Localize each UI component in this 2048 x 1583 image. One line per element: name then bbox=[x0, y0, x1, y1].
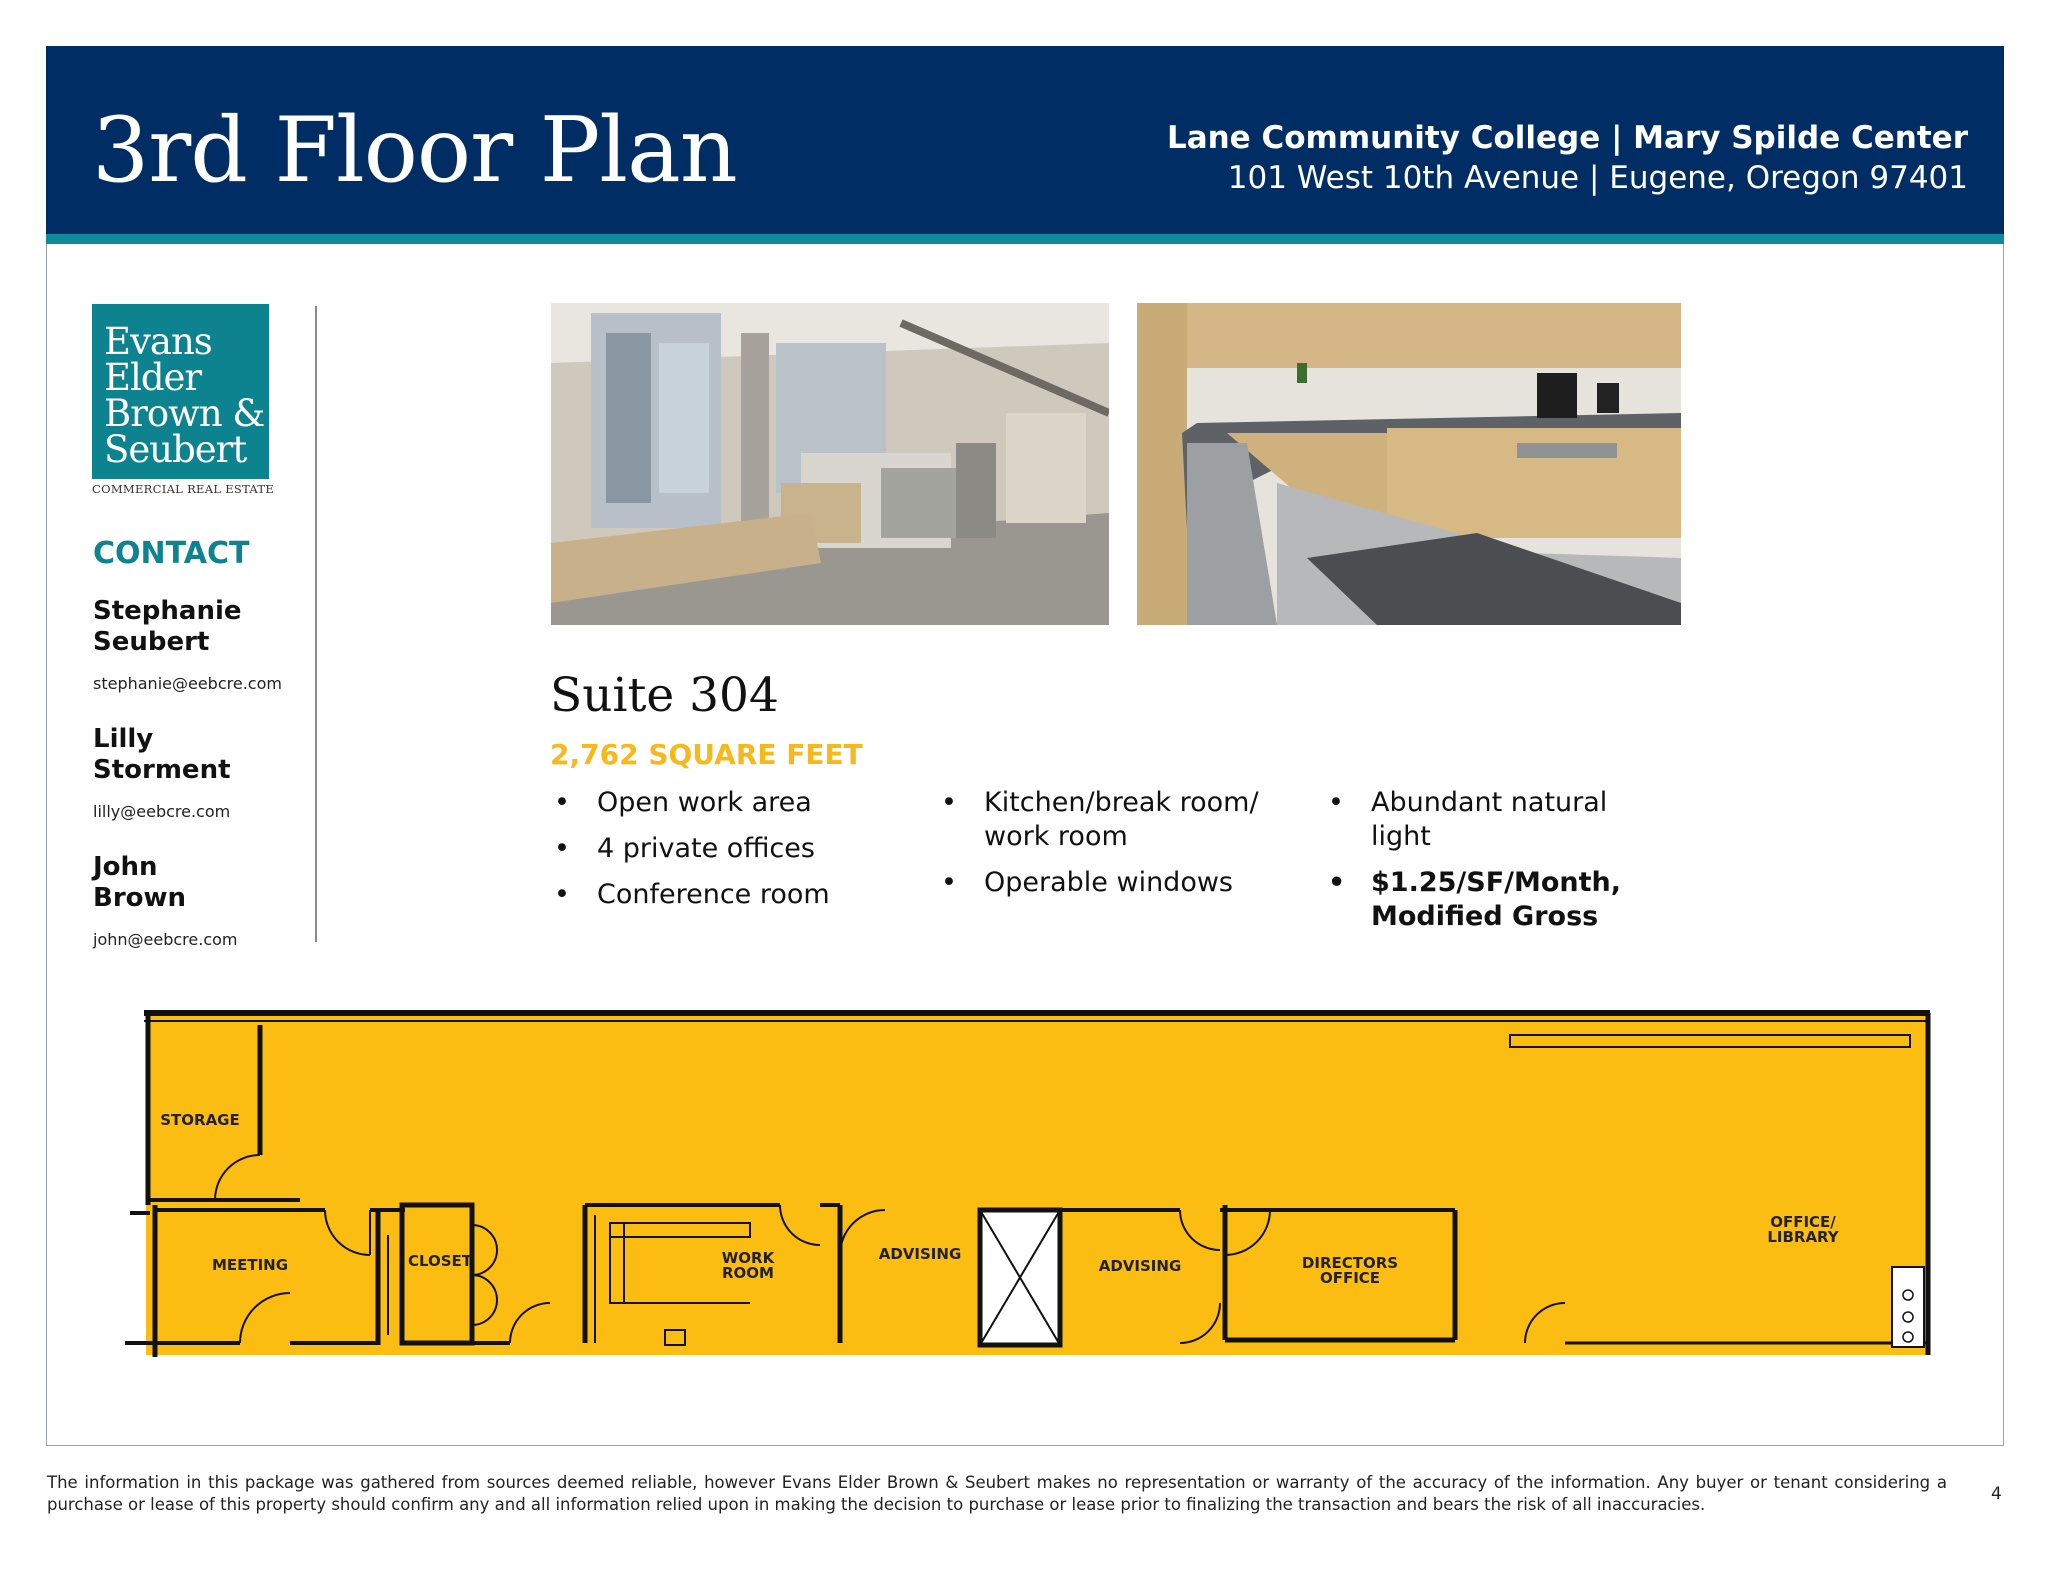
office-photo bbox=[551, 303, 1109, 625]
contact-email[interactable]: lilly@eebcre.com bbox=[93, 802, 231, 821]
suite-title: Suite 304 bbox=[550, 668, 779, 723]
page-title: 3rd Floor Plan bbox=[92, 98, 737, 203]
room-label-office: OFFICE/ bbox=[1770, 1213, 1836, 1231]
sidebar-divider bbox=[315, 306, 317, 942]
contact-first-name: Stephanie bbox=[93, 596, 242, 626]
property-address: 101 West 10th Avenue | Eugene, Oregon 97401 bbox=[1227, 160, 1968, 196]
contact-last-name: Storment bbox=[93, 755, 231, 785]
property-name: Lane Community College | Mary Spilde Center bbox=[1166, 120, 1968, 156]
room-label-meeting: MEETING bbox=[211, 1256, 289, 1274]
feature-item: • Conference room bbox=[552, 878, 892, 912]
feature-item: • 4 private offices bbox=[552, 832, 892, 866]
page-number: 4 bbox=[1991, 1484, 2002, 1504]
logo-line: Evans bbox=[104, 320, 212, 363]
square-footage: 2,762 SQUARE FEET bbox=[550, 738, 863, 771]
room-label-library: LIBRARY bbox=[1767, 1228, 1839, 1246]
property-info bbox=[1167, 118, 1968, 198]
contact-first-name: Lilly bbox=[93, 724, 154, 754]
header-accent-stripe bbox=[46, 234, 2004, 244]
feature-list bbox=[939, 786, 1269, 912]
logo-line: Seubert bbox=[104, 428, 247, 471]
legal-disclaimer: The information in this package was gathered from sources deemed reliable, however Evans Elder Brown & Seubert makes no representation or warranty of the accuracy of the information. Any buyer or tenant considering a purchase or lease of this property should confirm any and all information relied upon in making the decision to purchase or lease prior to finalizing the transaction and bears the risk of all inaccuracies. bbox=[47, 1473, 1947, 1514]
logo-line: Brown & bbox=[104, 392, 265, 435]
contact-heading: CONTACT bbox=[93, 536, 250, 571]
room-label-advising: ADVISING bbox=[878, 1245, 962, 1263]
contact-last-name: Brown bbox=[93, 883, 187, 913]
feature-item: • $1.25/SF/Month, Modified Gross bbox=[1326, 866, 1666, 934]
contact-person bbox=[93, 852, 303, 949]
room-label-office: OFFICE bbox=[1319, 1269, 1381, 1287]
room-label-advising: ADVISING bbox=[1098, 1257, 1182, 1275]
feature-list bbox=[552, 786, 892, 924]
room-label-directors: DIRECTORS bbox=[1301, 1254, 1399, 1272]
room-label-storage: STORAGE bbox=[160, 1111, 240, 1129]
feature-item: • Operable windows bbox=[939, 866, 1269, 900]
contact-person bbox=[93, 596, 303, 693]
contact-last-name: Seubert bbox=[93, 627, 210, 657]
logo-tagline: COMMERCIAL REAL ESTATE bbox=[92, 482, 275, 496]
kitchen-photo bbox=[1137, 303, 1681, 625]
floor-plan bbox=[120, 1005, 1950, 1409]
logo-line: Elder bbox=[104, 356, 202, 399]
contact-email[interactable]: john@eebcre.com bbox=[93, 930, 238, 949]
room-label-room: ROOM bbox=[722, 1264, 774, 1282]
feature-item: • Abundant natural light bbox=[1326, 786, 1666, 854]
feature-item: • Open work area bbox=[552, 786, 892, 820]
company-logo bbox=[92, 304, 269, 479]
contact-first-name: John bbox=[93, 852, 158, 882]
feature-list bbox=[1326, 786, 1666, 946]
contact-email[interactable]: stephanie@eebcre.com bbox=[93, 674, 282, 693]
room-label-work: WORK bbox=[721, 1249, 775, 1267]
contact-person bbox=[93, 724, 303, 821]
room-label-closet: CLOSET bbox=[407, 1252, 473, 1270]
feature-item: • Kitchen/break room/ work room bbox=[939, 786, 1269, 854]
